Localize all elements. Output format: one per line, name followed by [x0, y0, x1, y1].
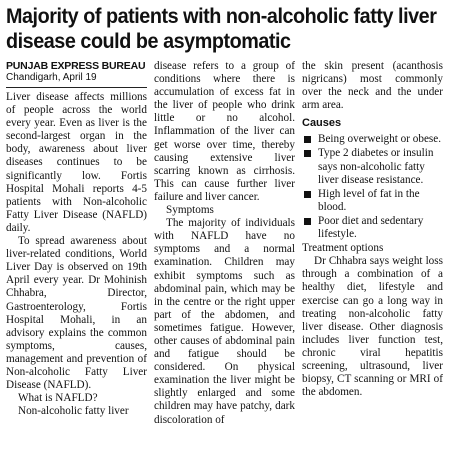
section-heading: What is NAFLD?	[18, 392, 98, 405]
list-item	[302, 147, 443, 186]
paragraph: the skin present (acanthosis nigricans) most commonly over the neck and the under arm area.	[302, 60, 443, 112]
paragraph: The majority of individuals with NAFLD have no symptoms and a normal examination. Children may exhibit symptoms such as abdominal pain, which may be in the centre or the right upper part of the abdomen, and sometimes fatigue. However, other causes of abdominal pain and fatigue should be considered. On physical examination the liver might be slightly enlarged and some children may have patchy, dark discoloration of	[154, 217, 295, 426]
causes-list	[302, 133, 443, 241]
paragraph: Non-alcoholic fatty liver	[18, 405, 129, 418]
divider	[6, 87, 147, 88]
square-bullet-icon	[304, 218, 311, 225]
article-columns	[6, 60, 447, 427]
paragraph: Dr Chhabra says weight loss through a combination of a healthy diet, lifestyle and exercise can go a long way in treating non-alcoholic fatty liver disease. Other diagnosis includes liver function test, chronic viral hepatitis screening, ultrasound, liver biopsy, CT scanning or MRI of the abdomen.	[302, 255, 443, 399]
list-item-text: Type 2 diabetes or insulin says non-alcoholic fatty liver disease resistance.	[318, 147, 434, 186]
paragraph: Liver disease affects millions of people across the world every year. Even as liver is the second-largest organ in the body, awareness about liver diseases continues to be significantly low. Fortis Hospital Mohali reports 4-5 patients with Non-alcoholic Fatty Liver Disease (NAFLD) daily.	[6, 91, 147, 234]
byline: PUNJAB EXPRESS BUREAU	[6, 60, 146, 72]
column-1	[6, 60, 147, 427]
causes-heading: Causes	[302, 117, 342, 130]
list-item	[302, 215, 443, 241]
paragraph: To spread awareness about liver-related conditions, World Liver Day is observed on 19th April every year. Dr Mohinish Chhabra, Director, Gastroenterology, Fortis Hospital Mohali, in an advisory explains the common symptoms, causes, management and prevention of Non-alcoholic Fatty Liver Disease (NAFLD).	[6, 235, 147, 392]
paragraph: disease refers to a group of conditions where there is accumulation of excess fat in the liver of people who drink little or no alcohol. Inflammation of the liver can get worse over time, thereby causing extensive liver scarring known as cirrhosis. This can cause further liver failure and liver cancer.	[154, 60, 295, 203]
headline: Majority of patients with non-alcoholic fatty liver disease could be asymptomatic	[6, 4, 437, 53]
square-bullet-icon	[304, 136, 311, 143]
column-3	[302, 60, 443, 427]
list-item	[302, 188, 443, 214]
list-item-text: High level of fat in the blood.	[318, 187, 420, 213]
list-item-text: Poor diet and sedentary lifestyle.	[318, 214, 424, 241]
column-2	[154, 60, 295, 427]
section-heading: Symptoms	[166, 204, 214, 217]
square-bullet-icon	[304, 191, 311, 198]
list-item	[302, 133, 443, 146]
dateline: Chandigarh, April 19	[6, 72, 97, 83]
section-heading: Treatment options	[302, 242, 384, 255]
square-bullet-icon	[304, 150, 311, 157]
list-item-text: Being overweight or obese.	[318, 133, 442, 146]
